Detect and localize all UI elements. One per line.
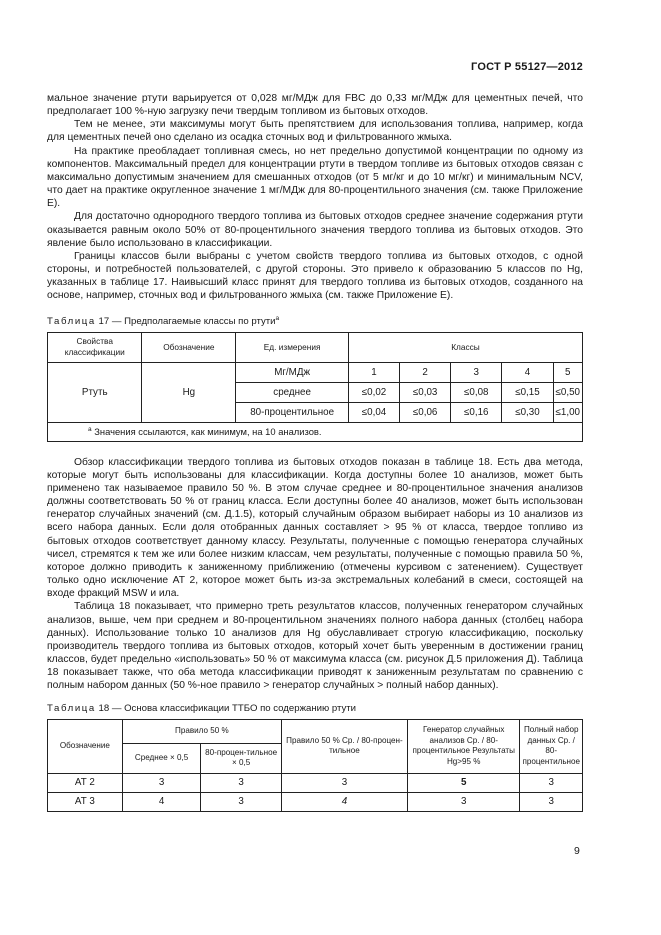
table18-caption: Таблица 18 — Основа классификации ТТБО по содержанию ртути xyxy=(47,702,357,714)
page-number: 9 xyxy=(574,845,580,857)
header-rule50: Правило 50 % xyxy=(122,719,281,743)
header-designation: Обозначение xyxy=(142,332,236,362)
header-property: Свойства классификации xyxy=(48,332,142,362)
table17-caption: Таблица 17 — Предполагаемые классы по ртути$^a$ xyxy=(47,314,280,327)
cell-property: Ртуть xyxy=(48,362,142,422)
row-name: АТ 3 xyxy=(48,792,123,811)
paragraph: Таблица 18 показывает, что примерно треть результатов классов, полученных генератором случайных анализов, выше, чем при среднем и 80-процентильном значениях полного набора данных (столбец набора данных). Использование только 10 анализов для Hg обуславливает строгую классификацию, поскольку производитель твердого топлива из бытовых отходов, который хочет быть уверенным в достижении границ классов, будет предельно «использовать» 50 % от максимума класса (см. рисунок Д.5 приложения Д). Таблица 18 показывает также, что оба метода классификации приводят к заниженным результатам по сравнению с полным набором данных (50 %-ное правило > генератор случайных > полный набор данных). xyxy=(47,601,583,692)
header-unit: Ед. измерения xyxy=(236,332,349,362)
header-full: Полный набор данных Ср. / 80-процентильное xyxy=(520,719,583,773)
cell-unit: Мг/МДж xyxy=(236,362,349,382)
page-content xyxy=(47,92,583,812)
cell-unit: среднее xyxy=(236,382,349,402)
header-generator: Генератор случайных анализов Ср. / 80-процентильное Результаты Hg>95 % xyxy=(407,719,520,773)
row-name: АТ 2 xyxy=(48,773,123,792)
paragraph: На практике преобладает топливная смесь, но нет предельно допустимой концентрации по одному из компонентов. Максимальный предел для концентрации ртути в твердом топливе из бытовых отходов связан с максимально допустимым значением для смешанных отходов (от 5 мг/кг и до 10 мг/кг) и минимальным NCV, что дает на практике округленное значение 1 мг/МДж для 80-процентильного значения (см. также Приложение Е). xyxy=(47,145,583,210)
paragraph: Обзор классификации твердого топлива из бытовых отходов показан в таблице 18. Есть два метода, которые могут быть использованы для классификации. Когда доступны более 10 анализов, может быть применено так называемое правило 50 %. В этом случае среднее и 80-процентильное значения анализов должны соответствовать 50 % от границ класса. Если доступны более 40 анализов, может быть использован генератор случайных значений (см. Д.1.5), который случайным образом выбирает наборы из 10 анализов из всего набора данных. Если доля отобранных данных составляет > 95 % от класса, твердое топливо из бытовых отходов соответствует данному классу. Результаты, полученные с помощью генератора случайных чисел, стремятся к тем же или более низким классам, чем результаты, полученные с помощью правила 50 %, которое должно приводить к заниженному приближению (отмечены курсивом с затенением). Существует только одно исключение АТ 2, которое может быть из-за экстремальных колебаний в смеси, состоящей на входе фракций MSW и ила. xyxy=(47,456,583,600)
paragraph: Тем не менее, эти максимумы могут быть препятствием для использования топлива, например, когда для цементных печей оно сделано из осадка сточных вод и фильтрованного жмыха. xyxy=(47,119,583,144)
paragraph: Для достаточно однородного твердого топлива из бытовых отходов среднее значение содержания ртути оказывается равным около 50% от 80-процентильного значения твердого топлива из бытовых отходов. Это явление было использовано в классификации. xyxy=(47,211,583,249)
cell-unit: 80-процентильное xyxy=(236,402,349,422)
document-code: ГОСТ Р 55127—2012 xyxy=(471,61,583,73)
table-18: Обозначение Правило 50 % Правило 50 % Ср. / 80-процен-тильное Генератор случайных анализов Ср. / 80-процентильное Результаты Hg>95 % Полный набор данных Ср. / 80-процентильное Среднее × 0,5 80-процен-тильное × 0,5 АТ 2 3 3 3 5 3 АТ 3 4 3 4 3 3 xyxy=(47,719,583,812)
header-classes: Классы xyxy=(348,332,582,362)
table17-note: $^a$ Значения ссылаются, как минимум, на 10 анализов. xyxy=(48,422,583,441)
header-p80-05: 80-процен-тильное × 0,5 xyxy=(201,743,282,773)
paragraph: мальное значение ртути варьируется от 0,028 мг/МДж для FBC до 0,33 мг/МДж для цементных печей, что предполагает 100 %-ную загрузку печи твердым топливом из бытовых отходов. xyxy=(47,93,583,118)
header-rule50-cp: Правило 50 % Ср. / 80-процен-тильное xyxy=(281,719,407,773)
header-designation: Обозначение xyxy=(48,719,123,773)
cell-designation: Hg xyxy=(142,362,236,422)
paragraph: Границы классов были выбраны с учетом свойств твердого топлива из бытовых отходов, с одной стороны, и потребностей пользователей, с другой стороны. Это привело к образованию 5 классов по Hg, указанных в таблице 17. Наивысший класс принят для твердого топлива из бытовых отходов, созданного на основе, например, сточных вод и фильтрованного жмыха (см. также Приложение Е). xyxy=(47,250,583,302)
table-17: Свойства классификации Обозначение Ед. измерения Классы Ртуть Hg Мг/МДж 1 2 3 4 5 среднее ≤0,02 ≤0,03 ≤0,08 ≤0,15 ≤0,50 80-процентильное ≤0,04 ≤0,06 ≤0,16 ≤0,30 ≤1,00 $^a$ Значения ссылаются, как минимум, на 10 анализов. xyxy=(47,332,583,442)
header-mean05: Среднее × 0,5 xyxy=(122,743,201,773)
